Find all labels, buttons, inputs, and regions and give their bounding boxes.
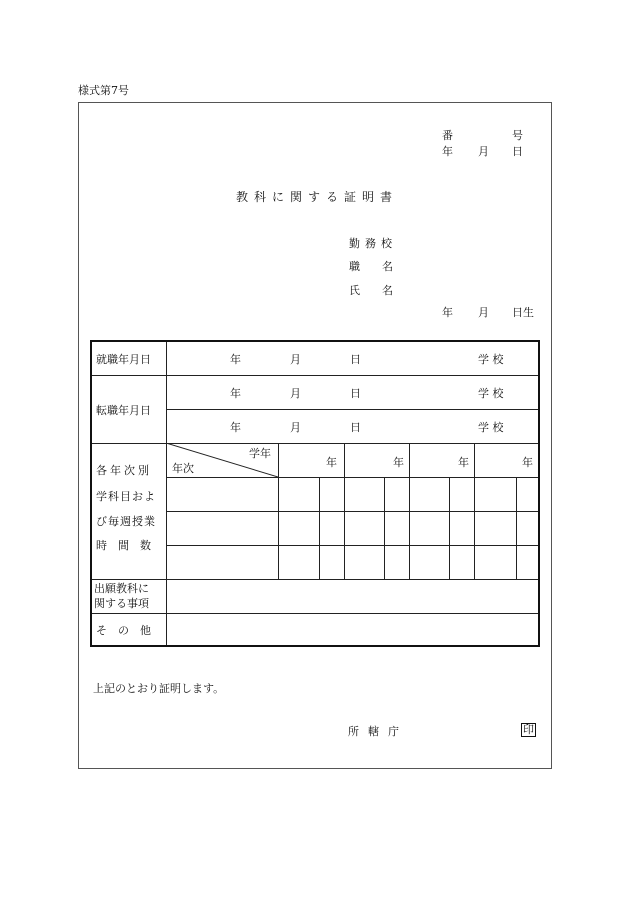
birth-month: 月	[478, 306, 489, 319]
grade-column-line	[474, 443, 475, 579]
subjects-label-line: 各年次別	[96, 464, 152, 477]
subjects-label-line: 時 間 数	[96, 539, 151, 552]
subjects-label-line: び毎週授業	[96, 515, 156, 528]
document-title: 教科に関する証明書	[236, 190, 399, 204]
transfer-day: 日	[350, 387, 361, 400]
row-line	[92, 375, 538, 376]
number-suffix: 号	[512, 129, 523, 142]
birth-year: 年	[442, 306, 453, 319]
grade-year-label: 年	[522, 456, 533, 469]
grade-header-label: 学年	[249, 447, 271, 460]
row-line	[166, 477, 538, 478]
grade-year-label: 年	[458, 456, 469, 469]
grade-year-label: 年	[393, 456, 404, 469]
position-label: 職 名	[349, 260, 393, 273]
jurisdiction-office-label: 所轄庁	[348, 725, 408, 738]
transfer-year: 年	[230, 387, 241, 400]
certification-statement: 上記のとおり証明します。	[93, 682, 225, 695]
issue-day: 日	[512, 145, 523, 158]
sub-column-line	[319, 477, 320, 579]
row-line	[166, 409, 538, 410]
row-line	[166, 511, 538, 512]
employment-month: 月	[290, 353, 301, 366]
sub-column-line	[516, 477, 517, 579]
request-label-line: 出願教科に	[94, 582, 149, 595]
transfer-day: 日	[350, 421, 361, 434]
transfer-school: 学 校	[478, 421, 504, 434]
sub-column-line	[449, 477, 450, 579]
row-line	[92, 613, 538, 614]
employment-date-label: 就職年月日	[96, 353, 151, 366]
grade-year-label: 年	[326, 456, 337, 469]
transfer-month: 月	[290, 387, 301, 400]
row-line	[92, 443, 538, 444]
other-label: そ の 他	[96, 624, 151, 637]
grade-column-line	[409, 443, 410, 579]
sub-column-line	[384, 477, 385, 579]
row-line	[92, 579, 538, 580]
name-label: 氏 名	[349, 284, 393, 297]
issue-year: 年	[442, 145, 453, 158]
year-order-label: 年次	[172, 462, 194, 475]
issue-month: 月	[478, 145, 489, 158]
label-column-line	[166, 342, 167, 645]
request-label-line: 関する事項	[94, 597, 149, 610]
certificate-table	[90, 340, 540, 647]
employment-year: 年	[230, 353, 241, 366]
transfer-date-label: 転職年月日	[96, 404, 151, 417]
transfer-month: 月	[290, 421, 301, 434]
subjects-label-line: 学科目およ	[96, 490, 156, 503]
workplace-school-label: 勤務校	[349, 237, 397, 250]
grade-column-line	[278, 443, 279, 579]
transfer-school: 学 校	[478, 387, 504, 400]
birth-day: 日生	[512, 306, 534, 319]
employment-day: 日	[350, 353, 361, 366]
form-number: 様式第7号	[78, 84, 129, 97]
transfer-year: 年	[230, 421, 241, 434]
employment-school: 学 校	[478, 353, 504, 366]
seal-mark: 印	[523, 723, 534, 736]
row-line	[166, 545, 538, 546]
grade-column-line	[344, 443, 345, 579]
number-label: 番	[442, 129, 453, 142]
